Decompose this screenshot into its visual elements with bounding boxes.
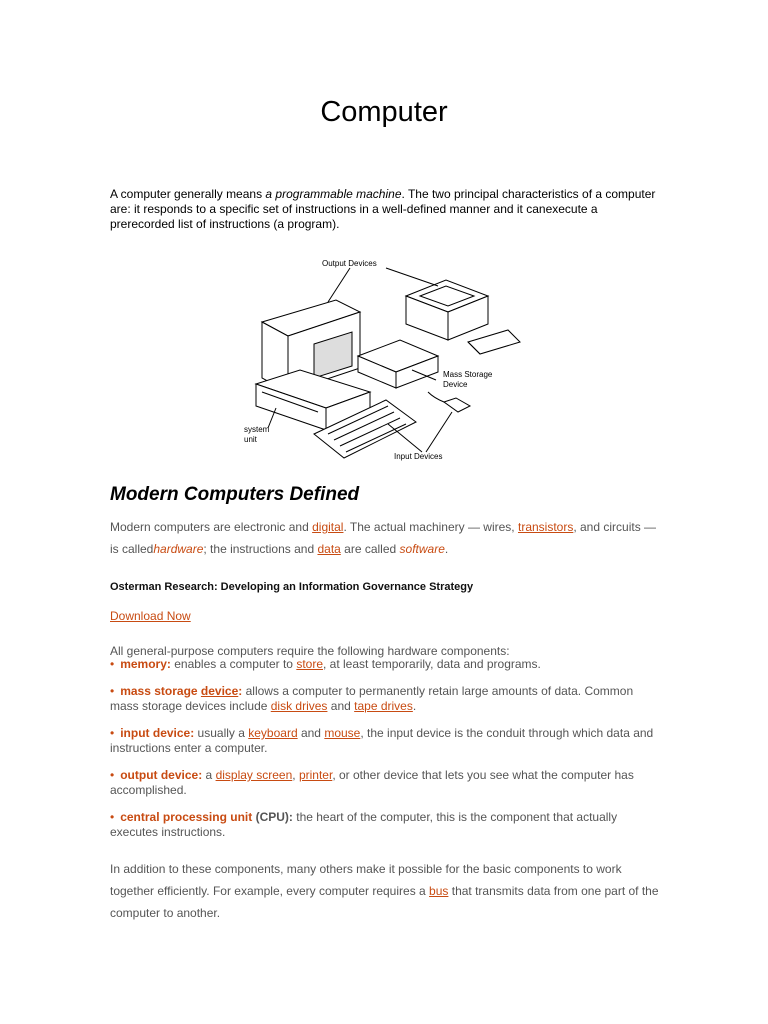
intro-text-rest: . The two principal characteristics of a computer are: it responds to a specific set of instructions in a well-defined manner and it canexecute a prerecorded list of instructions (a program). [110,187,656,231]
intro-paragraph [110,187,660,232]
intro-text: A computer generally means [110,187,266,201]
text: . [412,699,417,713]
link-printer[interactable]: printer [298,768,333,782]
list-item-mass-storage [110,684,660,714]
list-item-cpu [110,810,660,840]
definition-paragraph [110,516,660,560]
text: usually a [194,726,249,740]
components-list [110,657,660,852]
link-mouse[interactable]: mouse [324,726,361,740]
text: ; the instructions and [203,542,318,556]
closing-paragraph [110,858,660,924]
link-display-screen[interactable]: display screen [215,768,293,782]
bullet: • [110,810,115,824]
link-data[interactable]: data [317,542,341,556]
cpu-abbrev: (CPU): [252,810,293,824]
label-output-devices: Output Devices [322,259,377,268]
text: a [202,768,216,782]
term-cpu: central processing unit [120,810,253,824]
text: and [327,699,355,713]
link-transistors[interactable]: transistors [517,520,574,534]
text: that transmits data from one part of the computer to another. [110,884,659,920]
text: . The actual machinery — wires, [343,520,518,534]
page-title: Computer [320,96,448,128]
link-bus[interactable]: bus [429,884,449,898]
term-mass-storage: mass storage [120,684,201,698]
text: , at least temporarily, data and programs. [323,657,541,671]
list-item-memory [110,657,660,672]
text: and [297,726,325,740]
list-item-output-device [110,768,660,798]
bullet: • [110,768,115,782]
link-store[interactable]: store [296,657,323,671]
label-system: system [244,425,270,434]
text: : [238,684,243,698]
intro-emphasis: a programmable machine [265,187,402,201]
promo-heading: Osterman Research: Developing an Information Governance Strategy [110,581,474,593]
bullet: • [110,684,115,698]
term-software: software [399,542,445,556]
term-input-device: input device: [120,726,195,740]
computer-system-illustration [238,252,528,467]
text: . [444,542,449,556]
text: In addition to these components, many others make it possible for the basic components to work together efficiently. For example, every computer requires a [110,862,622,898]
label-unit: unit [244,435,257,444]
term-hardware: hardware [153,542,204,556]
text: , the input device is the conduit through which data and instructions enter a computer. [110,726,654,755]
link-disk-drives[interactable]: disk drives [270,699,328,713]
text: , [292,768,299,782]
download-now-link[interactable]: Download Now [110,609,191,623]
link-tape-drives[interactable]: tape drives [354,699,413,713]
text: , or other device that lets you see what the computer has accomplished. [110,768,634,797]
term-memory: memory: [120,657,171,671]
label-input-devices: Input Devices [394,452,443,461]
link-keyboard[interactable]: keyboard [248,726,298,740]
section-heading: Modern Computers Defined [110,484,360,505]
link-device[interactable]: device [200,684,239,698]
text: enables a computer to [170,657,297,671]
text: the heart of the computer, this is the component that actually executes instructions. [110,810,618,839]
bullet: • [110,726,115,740]
label-mass-storage: Mass Storage [443,370,493,379]
term-output-device: output device: [120,768,203,782]
requirement-text: All general-purpose computers require the following hardware components: [110,644,510,658]
label-device: Device [443,380,468,389]
text: , and circuits — is called [110,520,657,556]
list-item-input-device [110,726,660,756]
text: are called [340,542,400,556]
text: allows a computer to permanently retain large amounts of data. Common mass storage devices include [110,684,634,713]
bullet: • [110,657,115,671]
link-digital[interactable]: digital [312,520,344,534]
text: Modern computers are electronic and [110,520,313,534]
